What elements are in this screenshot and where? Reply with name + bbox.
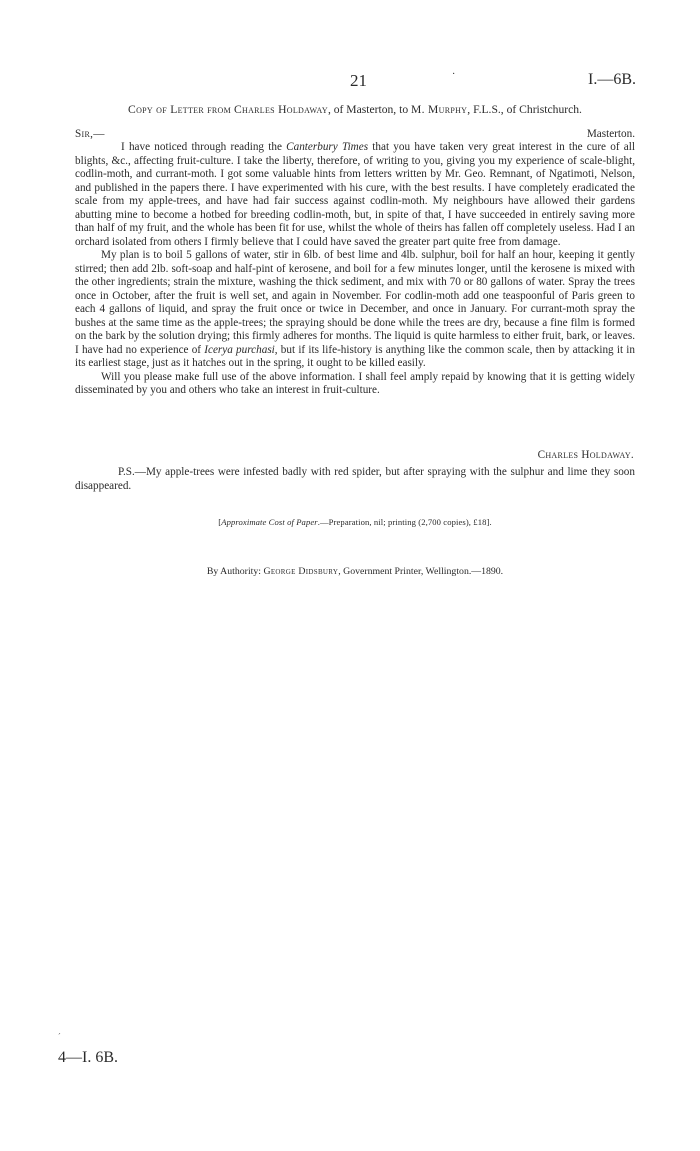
postscript-block [75,466,635,493]
printer-authority [75,566,635,577]
authority-prefix: By Authority: [206,566,264,577]
signature: Charles Holdaway. [537,449,634,461]
salutation: Sir,— [75,128,105,140]
letter-body [75,141,635,398]
margin-mark: ˊ [58,1032,61,1041]
heading-recipient: M. Murphy [411,103,468,116]
heading-origin: , of Masterton, to [327,103,409,116]
cost-details: .—Preparation, nil; printing (2,700 copies), £18]. [317,517,492,527]
postscript: P.S.—My apple-trees were infested badly with red spider, but after spraying with the sulphur and lime they soon disappeared. [75,466,635,492]
paragraph-1 [75,141,635,249]
cost-open-bracket: [ [218,517,222,527]
authority-suffix: , Government Printer, Wellington.—1890. [338,566,504,577]
paragraph-1-rest: that you have taken very great interest in the cure of all blights, &c., affecting fruit-culture. I take the liberty, therefore, of writing to you, giving you my experience of scale-blight, codlin-moth, and currant-moth. I got some valuable hints from letters written by Mr. Geo. Remnant, of Ngatimoti, Nelson, and published in the papers there. I have experimented with his cure, with the best results. I have completely eradicated the scale from my apple-trees, and have had fair success against codlin-moth. My neighbours have allowed their gardens abutting mine to become a hotbed for breeding codlin-moth, but, in spite of that, I have succeeded in entirely saving more than half of my fruit, and the whole has been fit for use, whilst the whole of theirs has fallen off completely useless. Had I an orchard isolated from others I firmly believe that I could have saved the greater part quite free from damage. [75,141,635,248]
header-dot: · [452,69,456,80]
paragraph-2-rest: , but if its life-history is anything like the common scale, then by attacking it in its earliest stage, just as it hatches out in the spring, it ought to be killed easily. [75,343,635,369]
cost-note [75,517,635,527]
paragraph-2 [75,249,635,371]
heading-destination: , F.L.S., of Christchurch. [467,103,582,116]
heading-sender: Charles Holdaway [233,103,328,116]
printer-name: George Didsbury [263,566,339,577]
heading-intro: Copy of Letter from [128,103,232,116]
paragraph-1-start: I have noticed through reading the [121,141,287,153]
sheet-reference: 4—I. 6B. [58,1049,118,1066]
page-number: 21 [350,71,367,90]
letter-heading [75,103,635,117]
species-name: Icerya purchasi [204,343,275,356]
newspaper-title: Canterbury Times [286,141,369,153]
letter-place: Masterton. [586,128,635,140]
paragraph-2-start: My plan is to boil 5 gallons of water, stir in 6lb. of best lime and 4lb. sulphur, boil for half an hour, keeping it gently stirred; then add 2lb. soft-soap and half-pint of kerosene, and boil for a few minutes longer, until the kerosene is mixed with the other ingredients; strain the mixture, washing the thick sediment, and mix with 70 or 80 gallons of water. Spray the trees once in October, after the fruit is well set, and again in November. For codlin-moth add one teaspoonful of Paris green to each 4 gallons of liquid, and spray the fruit once or twice in December, and once in January. For currant-moth spray the bushes at the same time as the apple-trees; the spraying should be done while the trees are dry, because a fine film is formed on the bark by the solution drying; this firmly adheres for months. The liquid is quite harmless to either fruit, bark, or leaves. I have had no experience of [75,249,635,356]
cost-label: Approximate Cost of Paper [221,517,318,527]
paper-reference: I.—6B. [588,71,636,88]
salutation-row [75,128,635,142]
paragraph-3: Will you please make full use of the above information. I shall feel amply repaid by knowing that it is getting widely disseminated by you and others who take an interest in fruit-culture. [75,370,635,396]
